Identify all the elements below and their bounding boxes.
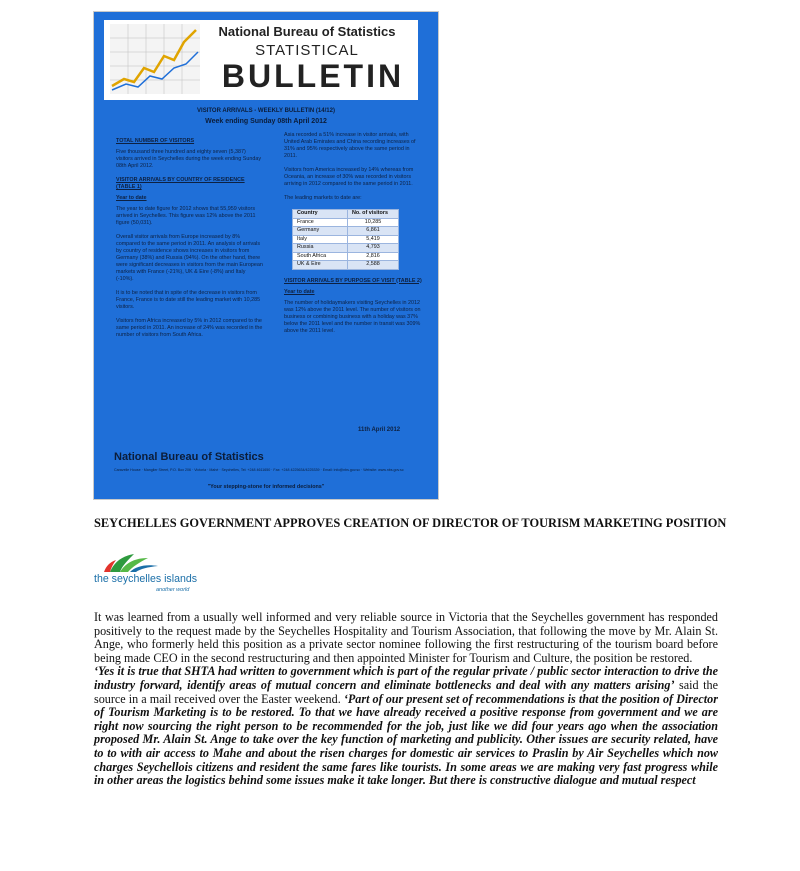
bulletin-left-paragraph: Five thousand three hundred and eighty seven (5,387) visitors arrived in Seychelles during the week ending Sunday 08th April 2012. bbox=[116, 149, 262, 169]
table-cell-country: South Africa bbox=[293, 252, 348, 261]
seychelles-islands-logo bbox=[94, 550, 204, 598]
table-row bbox=[293, 244, 399, 253]
table-cell-visitors: 4,793 bbox=[348, 244, 399, 253]
bulletin-left-column bbox=[116, 138, 264, 346]
bulletin-title: BULLETIN bbox=[221, 58, 405, 94]
table-row bbox=[293, 227, 399, 236]
bulletin-week: Week ending Sunday 08th April 2012 bbox=[205, 118, 327, 125]
table-row bbox=[293, 261, 399, 270]
footer-tagline: "Your stepping-stone for informed decisions" bbox=[207, 484, 325, 490]
quote-2: ‘Part of our present set of recommendations is that the position of Director of Tourism Marketing is to be restored. To that we have already received a positive response from government and we are right now sourcing the right person to be recommended for the job, just like we did four years ago when the association proposed Mr. Alain St. Ange to take over the key function of marketing and publicity. Other issues are security related, have to to with air access to Mahe and about the risen charges for domestic air services to Praslin by Air Seychelles which now charges Seychellois citizens and resident the same fares like tourists. In some areas we are making very fast progress while in other areas the logistics behind some issues make it take longer. But there is constructive dialogue and mutual respect bbox=[94, 691, 718, 788]
logo-name: the seychelles islands bbox=[94, 573, 198, 585]
statistical-bulletin-image bbox=[94, 12, 438, 499]
footer-org: National Bureau of Statistics bbox=[114, 451, 264, 463]
table-cell-visitors: 2,588 bbox=[348, 261, 399, 270]
bulletin-graph-icon bbox=[110, 24, 200, 94]
bulletin-left-paragraph: Visitors from Africa increased by 5% in 2012 compared to the same period in 2011. An increase of 24% was recorded in the number of visitors from South Africa. bbox=[116, 318, 263, 338]
bulletin-header bbox=[104, 20, 418, 100]
table-header: No. of visitors bbox=[348, 210, 399, 219]
bulletin-right-heading: Year to date bbox=[284, 288, 315, 295]
table-row bbox=[293, 218, 399, 227]
bulletin-left-heading: Year to date bbox=[116, 195, 147, 201]
table-cell-visitors: 6,861 bbox=[348, 227, 399, 236]
bulletin-left-heading: VISITOR ARRIVALS BY COUNTRY OF RESIDENCE (TABLE 1) bbox=[116, 177, 245, 190]
table-cell-visitors: 5,419 bbox=[348, 235, 399, 244]
table-cell-country: France bbox=[293, 218, 348, 227]
bulletin-right-heading: VISITOR ARRIVALS BY PURPOSE OF VISIT (TABLE 2) bbox=[284, 277, 422, 284]
footer-address: Caravelle House · Manglier Street, P.O. Box 206 · Victoria · Mahé · Seychelles, Tel: +248 4611650 · Fax: +248 4225634/4225339 · Email: info@nbs.gov.sc · Website: www.nbs.gov.sc bbox=[114, 468, 404, 472]
bulletin-right-paragraph: Asia recorded a 51% increase in visitor arrivals, with United Arab Emirates and China recording increases of 31% and 95% respectively above the same period in 2011. bbox=[284, 132, 416, 159]
palm-leaf-icon bbox=[100, 550, 170, 574]
bulletin-org: National Bureau of Statistics bbox=[218, 24, 396, 39]
logo-tagline: another world bbox=[156, 587, 190, 593]
table-cell-country: Russia bbox=[293, 244, 348, 253]
bulletin-statistical: STATISTICAL bbox=[255, 42, 359, 59]
table-cell-country: Germany bbox=[293, 227, 348, 236]
table-row bbox=[293, 252, 399, 261]
bulletin-right-paragraph: The leading markets to date are: bbox=[284, 195, 362, 201]
bulletin-right-paragraph: The number of holidaymakers visiting Seychelles in 2012 was 12% above the 2011 level. The number of visitors on business or combining business with a holiday was 37% below the 2011 level and the number in transit was 309% above the 2011 level. bbox=[284, 299, 421, 334]
bulletin-left-paragraph: Overall visitor arrivals from Europe increased by 8% compared to the same period in 2011. An analysis of arrivals by country of residence shows increases in visitors from Germany (38%) and Russia (94%). On the other hand, there were significant decreases in visitors from the main European markets with France (-21%), UK & Eire (-8%) and Italy (-10%). bbox=[116, 234, 263, 282]
table-row bbox=[293, 235, 399, 244]
bulletin-right-column bbox=[284, 132, 422, 342]
table-cell-country: UK & Eire bbox=[293, 261, 348, 270]
bulletin-left-paragraph: It is to be noted that in spite of the decrease in visitors from France, France is to date still the leading market with 10,285 visitors. bbox=[116, 290, 261, 310]
article-paragraph-2 bbox=[94, 665, 718, 787]
article-headline: SEYCHELLES GOVERNMENT APPROVES CREATION OF DIRECTOR OF TOURISM MARKETING POSITION bbox=[94, 516, 727, 530]
table-cell-visitors: 2,816 bbox=[348, 252, 399, 261]
bulletin-date: 11th April 2012 bbox=[358, 427, 401, 433]
table-cell-visitors: 10,285 bbox=[348, 218, 399, 227]
article-paragraph-1: It was learned from a usually well informed and very reliable source in Victoria that the Seychelles government has responded positively to the request made by the Seychelles Hospitality and Tourism Association, that following the move by Mr. Alain St. Ange, who formerly held this position as a private sector nominee following the first restructuring of the tourism board before being made CEO in the second restructuring and then appointed Minister for Tourism and Culture, the position be restored. bbox=[94, 610, 718, 665]
bulletin-left-paragraph: The year to date figure for 2012 shows that 55,959 visitors arrived in Seychelles. This figure was 12% above the 2011 figure (50,031). bbox=[116, 206, 256, 226]
quote-attribution: said the source in a mail received over the Easter weekend. bbox=[94, 677, 718, 706]
article-body bbox=[94, 611, 718, 788]
table-header: Country bbox=[293, 210, 348, 219]
bulletin-subtitle: VISITOR ARRIVALS - WEEKLY BULLETIN (14/12) bbox=[197, 108, 335, 114]
leading-markets-table bbox=[292, 209, 399, 270]
bulletin-footer bbox=[94, 448, 438, 499]
quote-1: ‘Yes it is true that SHTA had written to government which is part of the regular private / public sector interaction to drive the industry forward, identify areas of mutual concern and eliminate bottlenecks and deal with any matters arising’ bbox=[94, 664, 718, 692]
bulletin-left-heading: TOTAL NUMBER OF VISITORS bbox=[116, 138, 195, 144]
table-cell-country: Italy bbox=[293, 235, 348, 244]
bulletin-right-paragraph: Visitors from America increased by 14% whereas from Oceania, an increase of 30% was recorded in visitors arriving in 2012 compared to the same period in 2011. bbox=[284, 167, 414, 187]
